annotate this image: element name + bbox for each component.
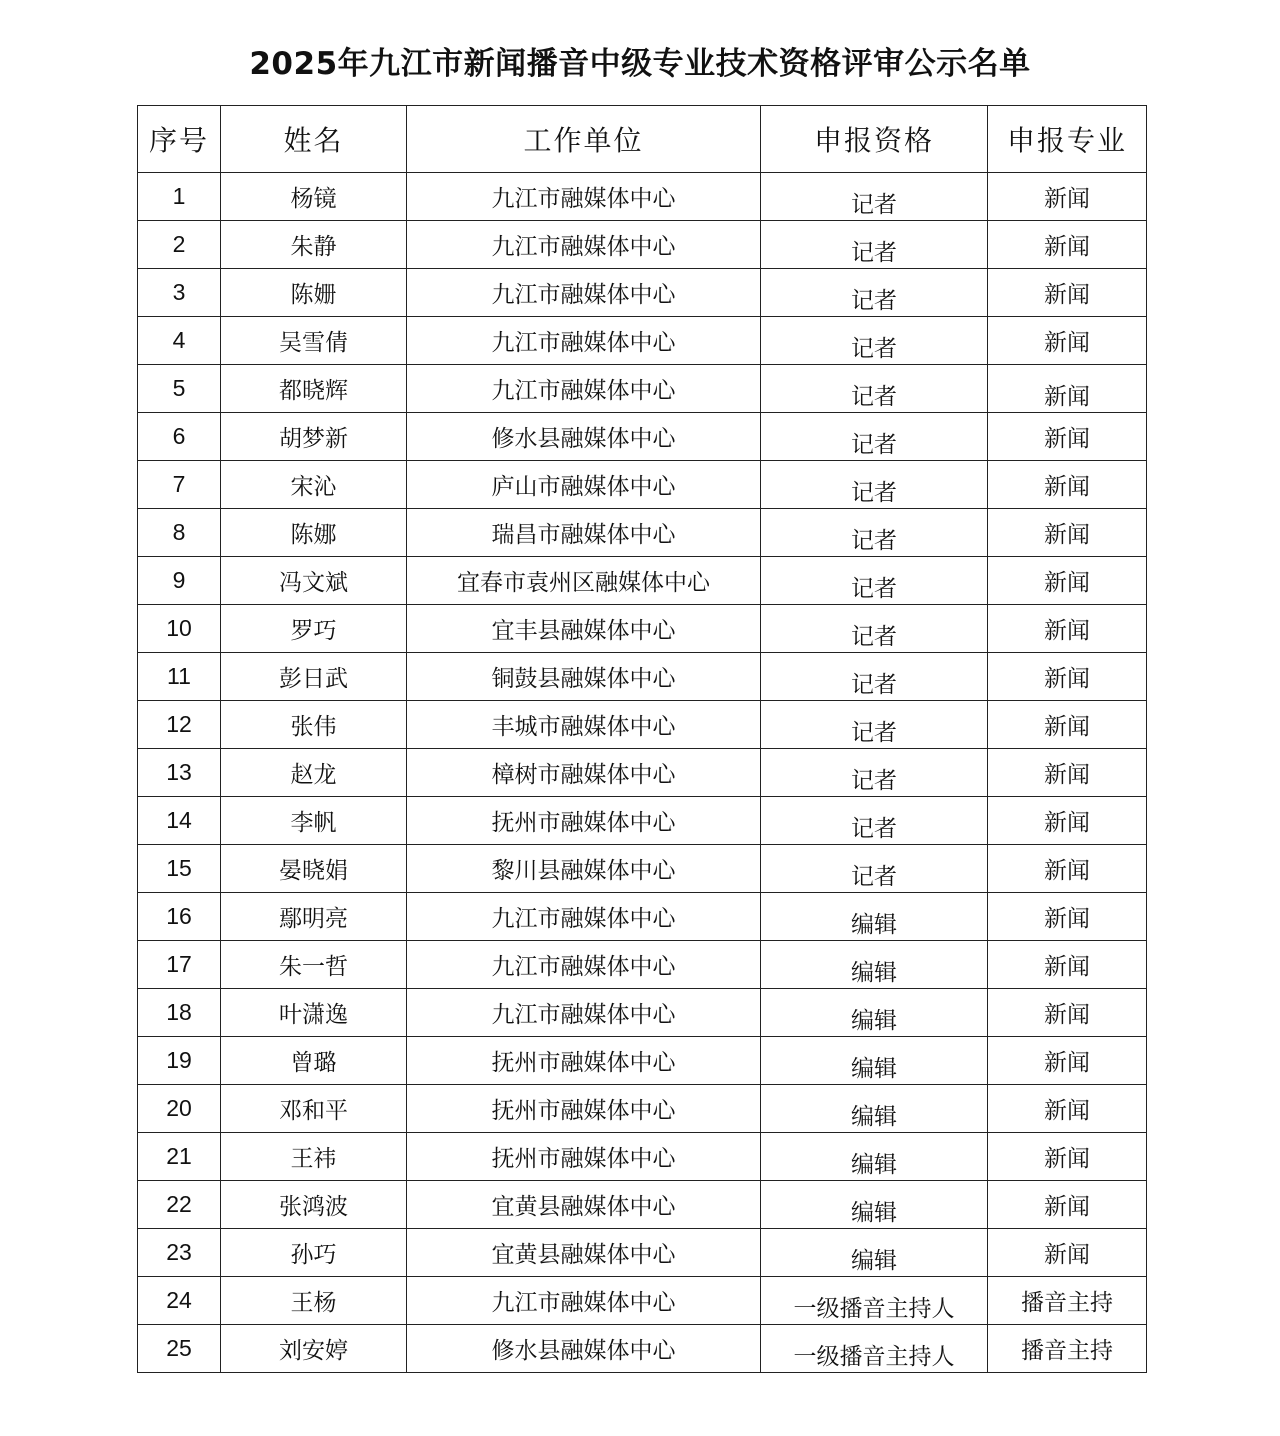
- row-index-cell: [138, 317, 221, 365]
- row-name-cell-text: 鄢明亮: [279, 906, 348, 932]
- row-qualification-cell: [761, 1229, 988, 1277]
- row-qualification-cell: [761, 653, 988, 701]
- row-qualification-cell-text: 编辑: [851, 1152, 897, 1178]
- row-unit-cell-text: 九江市融媒体中心: [491, 330, 676, 356]
- table-row: [138, 653, 1147, 701]
- row-name-cell-text: 晏晓娟: [279, 858, 348, 884]
- row-qualification-cell: [761, 1085, 988, 1133]
- row-major-cell-text: 新闻: [1044, 1050, 1090, 1076]
- table-row: [138, 1037, 1147, 1085]
- row-major-cell: [988, 605, 1147, 653]
- row-name-cell-text: 叶潇逸: [279, 1002, 348, 1028]
- row-index-cell-text: 8: [172, 519, 186, 545]
- row-unit-cell-text: 抚州市融媒体中心: [491, 1050, 676, 1076]
- table-body: [138, 173, 1147, 1373]
- row-qualification-cell-text: 记者: [851, 768, 897, 794]
- row-major-cell-text: 播音主持: [1021, 1290, 1113, 1316]
- row-name-cell: [221, 653, 407, 701]
- row-major-cell: [988, 1085, 1147, 1133]
- row-qualification-cell: [761, 1133, 988, 1181]
- header-unit: 工作单位: [407, 106, 761, 173]
- row-unit-cell: [407, 413, 761, 461]
- row-major-cell: [988, 1037, 1147, 1085]
- table-row: [138, 269, 1147, 317]
- row-unit-cell: [407, 1277, 761, 1325]
- table-row: [138, 1325, 1147, 1373]
- row-unit-cell: [407, 1181, 761, 1229]
- table-row: [138, 797, 1147, 845]
- row-name-cell: [221, 509, 407, 557]
- row-name-cell: [221, 221, 407, 269]
- row-major-cell-text: 新闻: [1044, 330, 1090, 356]
- row-unit-cell: [407, 653, 761, 701]
- row-name-cell-text: 朱静: [290, 234, 337, 260]
- row-index-cell-text: 14: [166, 807, 192, 833]
- row-index-cell: [138, 1133, 221, 1181]
- row-qualification-cell: [761, 317, 988, 365]
- table-row: [138, 701, 1147, 749]
- row-name-cell-text: 孙巧: [290, 1242, 337, 1268]
- row-unit-cell-text: 九江市融媒体中心: [491, 1002, 676, 1028]
- row-name-cell-text: 张鸿波: [279, 1194, 348, 1220]
- row-qualification-cell-text: 记者: [851, 288, 897, 314]
- row-unit-cell: [407, 221, 761, 269]
- row-major-cell: [988, 557, 1147, 605]
- row-major-cell: [988, 893, 1147, 941]
- row-major-cell-text: 新闻: [1044, 234, 1090, 260]
- row-unit-cell: [407, 941, 761, 989]
- row-index-cell-text: 10: [166, 615, 192, 641]
- row-qualification-cell-text: 编辑: [851, 1056, 897, 1082]
- row-index-cell: [138, 605, 221, 653]
- row-index-cell: [138, 557, 221, 605]
- row-index-cell: [138, 269, 221, 317]
- row-index-cell-text: 7: [172, 471, 186, 497]
- row-major-cell: [988, 653, 1147, 701]
- row-qualification-cell-text: 记者: [851, 624, 897, 650]
- row-unit-cell-text: 九江市融媒体中心: [491, 906, 676, 932]
- table-row: [138, 1229, 1147, 1277]
- row-index-cell-text: 1: [172, 183, 186, 209]
- row-unit-cell-text: 九江市融媒体中心: [491, 1290, 676, 1316]
- row-name-cell: [221, 1085, 407, 1133]
- row-name-cell-text: 王杨: [290, 1290, 337, 1316]
- row-major-cell: [988, 989, 1147, 1037]
- row-unit-cell-text: 抚州市融媒体中心: [491, 810, 676, 836]
- row-major-cell-text: 新闻: [1044, 1194, 1090, 1220]
- row-index-cell: [138, 173, 221, 221]
- row-index-cell: [138, 653, 221, 701]
- row-name-cell-text: 赵龙: [290, 762, 337, 788]
- row-qualification-cell-text: 编辑: [851, 1248, 897, 1274]
- row-unit-cell: [407, 1085, 761, 1133]
- row-major-cell: [988, 317, 1147, 365]
- row-unit-cell: [407, 749, 761, 797]
- row-unit-cell-text: 九江市融媒体中心: [491, 282, 676, 308]
- row-name-cell-text: 李帆: [290, 810, 337, 836]
- row-qualification-cell: [761, 797, 988, 845]
- row-unit-cell-text: 九江市融媒体中心: [491, 954, 676, 980]
- row-name-cell: [221, 701, 407, 749]
- row-qualification-cell-text: 记者: [851, 720, 897, 746]
- row-unit-cell: [407, 509, 761, 557]
- row-name-cell-text: 都晓辉: [279, 378, 348, 404]
- row-unit-cell-text: 樟树市融媒体中心: [491, 762, 676, 788]
- row-qualification-cell-text: 记者: [851, 672, 897, 698]
- row-qualification-cell-text: 记者: [851, 864, 897, 890]
- table-row: [138, 461, 1147, 509]
- document-title: 2025年九江市新闻播音中级专业技术资格评审公示名单: [249, 46, 1031, 82]
- row-qualification-cell: [761, 173, 988, 221]
- row-unit-cell-text: 庐山市融媒体中心: [491, 474, 676, 500]
- row-major-cell-text: 新闻: [1044, 522, 1090, 548]
- table-row: [138, 989, 1147, 1037]
- row-major-cell-text: 新闻: [1044, 618, 1090, 644]
- row-qualification-cell-text: 编辑: [851, 1008, 897, 1034]
- row-name-cell-text: 刘安婷: [279, 1338, 348, 1364]
- row-index-cell: [138, 989, 221, 1037]
- row-unit-cell: [407, 557, 761, 605]
- row-index-cell-text: 3: [172, 279, 186, 305]
- row-index-cell: [138, 1277, 221, 1325]
- row-major-cell-text: 新闻: [1044, 1146, 1090, 1172]
- row-major-cell-text: 新闻: [1044, 384, 1090, 410]
- row-qualification-cell: [761, 365, 988, 413]
- row-unit-cell: [407, 845, 761, 893]
- row-major-cell: [988, 509, 1147, 557]
- row-unit-cell: [407, 365, 761, 413]
- row-index-cell-text: 24: [166, 1287, 192, 1313]
- row-qualification-cell: [761, 845, 988, 893]
- row-qualification-cell: [761, 1325, 988, 1373]
- row-unit-cell-text: 瑞昌市融媒体中心: [491, 522, 676, 548]
- row-name-cell-text: 张伟: [290, 714, 337, 740]
- row-index-cell: [138, 749, 221, 797]
- row-major-cell: [988, 1277, 1147, 1325]
- row-name-cell: [221, 845, 407, 893]
- row-major-cell-text: 新闻: [1044, 666, 1090, 692]
- row-major-cell: [988, 365, 1147, 413]
- row-index-cell: [138, 509, 221, 557]
- row-qualification-cell: [761, 461, 988, 509]
- row-name-cell: [221, 173, 407, 221]
- row-major-cell: [988, 941, 1147, 989]
- row-unit-cell-text: 丰城市融媒体中心: [491, 714, 676, 740]
- row-index-cell-text: 21: [166, 1143, 192, 1169]
- roster-table: [137, 105, 1147, 1373]
- row-name-cell-text: 曾璐: [290, 1050, 337, 1076]
- row-major-cell-text: 新闻: [1044, 282, 1090, 308]
- row-major-cell: [988, 845, 1147, 893]
- table-row: [138, 173, 1147, 221]
- row-name-cell: [221, 1325, 407, 1373]
- row-qualification-cell: [761, 1277, 988, 1325]
- row-qualification-cell-text: 编辑: [851, 1104, 897, 1130]
- row-unit-cell: [407, 1229, 761, 1277]
- row-major-cell: [988, 413, 1147, 461]
- row-qualification-cell-text: 一级播音主持人: [793, 1296, 955, 1322]
- row-unit-cell: [407, 1133, 761, 1181]
- row-qualification-cell: [761, 557, 988, 605]
- row-qualification-cell: [761, 269, 988, 317]
- header-name: 姓名: [221, 106, 407, 173]
- row-unit-cell: [407, 797, 761, 845]
- row-index-cell-text: 15: [166, 855, 192, 881]
- row-index-cell-text: 19: [166, 1047, 192, 1073]
- row-index-cell-text: 5: [172, 375, 186, 401]
- row-qualification-cell: [761, 701, 988, 749]
- row-qualification-cell-text: 记者: [851, 240, 897, 266]
- row-major-cell-text: 新闻: [1044, 954, 1090, 980]
- row-qualification-cell-text: 记者: [851, 432, 897, 458]
- row-qualification-cell: [761, 749, 988, 797]
- row-qualification-cell-text: 记者: [851, 576, 897, 602]
- row-index-cell-text: 22: [166, 1191, 192, 1217]
- row-qualification-cell: [761, 221, 988, 269]
- row-name-cell-text: 陈姗: [290, 282, 337, 308]
- row-qualification-cell-text: 记者: [851, 192, 897, 218]
- row-name-cell-text: 王祎: [290, 1146, 337, 1172]
- table-row: [138, 317, 1147, 365]
- table-row: [138, 845, 1147, 893]
- row-index-cell-text: 20: [166, 1095, 192, 1121]
- row-name-cell-text: 吴雪倩: [279, 330, 348, 356]
- row-index-cell: [138, 461, 221, 509]
- row-index-cell: [138, 221, 221, 269]
- row-name-cell: [221, 269, 407, 317]
- row-major-cell: [988, 461, 1147, 509]
- row-unit-cell: [407, 893, 761, 941]
- row-name-cell-text: 陈娜: [290, 522, 337, 548]
- row-name-cell: [221, 365, 407, 413]
- table-header-row: [138, 106, 1147, 173]
- row-unit-cell: [407, 1325, 761, 1373]
- row-qualification-cell-text: 记者: [851, 528, 897, 554]
- row-unit-cell: [407, 461, 761, 509]
- header-qualification: 申报资格: [761, 106, 988, 173]
- row-qualification-cell: [761, 413, 988, 461]
- row-qualification-cell-text: 记者: [851, 480, 897, 506]
- row-index-cell: [138, 1181, 221, 1229]
- row-index-cell-text: 12: [166, 711, 192, 737]
- row-major-cell-text: 新闻: [1044, 1098, 1090, 1124]
- table-row: [138, 509, 1147, 557]
- row-index-cell: [138, 1229, 221, 1277]
- table-row: [138, 941, 1147, 989]
- row-major-cell-text: 播音主持: [1021, 1338, 1113, 1364]
- table-row: [138, 1181, 1147, 1229]
- row-name-cell-text: 胡梦新: [279, 426, 348, 452]
- row-name-cell: [221, 941, 407, 989]
- row-qualification-cell-text: 记者: [851, 816, 897, 842]
- row-major-cell-text: 新闻: [1044, 858, 1090, 884]
- row-index-cell: [138, 1325, 221, 1373]
- row-unit-cell-text: 宜黄县融媒体中心: [491, 1242, 676, 1268]
- row-unit-cell: [407, 173, 761, 221]
- row-index-cell: [138, 365, 221, 413]
- row-unit-cell-text: 九江市融媒体中心: [491, 378, 676, 404]
- row-unit-cell: [407, 605, 761, 653]
- header-major: 申报专业: [988, 106, 1147, 173]
- row-unit-cell: [407, 269, 761, 317]
- row-unit-cell-text: 黎川县融媒体中心: [491, 858, 676, 884]
- row-name-cell-text: 罗巧: [290, 618, 337, 644]
- row-name-cell-text: 朱一哲: [279, 954, 348, 980]
- row-name-cell: [221, 1133, 407, 1181]
- row-qualification-cell: [761, 989, 988, 1037]
- row-unit-cell-text: 铜鼓县融媒体中心: [491, 666, 676, 692]
- row-qualification-cell-text: 编辑: [851, 912, 897, 938]
- row-index-cell-text: 13: [166, 759, 192, 785]
- row-major-cell: [988, 1325, 1147, 1373]
- row-index-cell: [138, 701, 221, 749]
- row-unit-cell-text: 抚州市融媒体中心: [491, 1146, 676, 1172]
- row-major-cell-text: 新闻: [1044, 426, 1090, 452]
- table-row: [138, 1133, 1147, 1181]
- row-major-cell: [988, 1181, 1147, 1229]
- row-index-cell-text: 2: [172, 231, 186, 257]
- row-unit-cell: [407, 317, 761, 365]
- row-name-cell-text: 杨镜: [290, 186, 337, 212]
- row-major-cell-text: 新闻: [1044, 186, 1090, 212]
- row-index-cell-text: 25: [166, 1335, 192, 1361]
- row-major-cell-text: 新闻: [1044, 714, 1090, 740]
- row-name-cell: [221, 749, 407, 797]
- row-index-cell: [138, 1085, 221, 1133]
- row-name-cell: [221, 1277, 407, 1325]
- row-index-cell-text: 6: [172, 423, 186, 449]
- header-index: 序号: [138, 106, 221, 173]
- table-row: [138, 413, 1147, 461]
- row-major-cell: [988, 173, 1147, 221]
- row-name-cell: [221, 1229, 407, 1277]
- row-unit-cell-text: 宜春市袁州区融媒体中心: [457, 570, 710, 596]
- row-qualification-cell: [761, 509, 988, 557]
- row-major-cell: [988, 221, 1147, 269]
- row-unit-cell: [407, 1037, 761, 1085]
- row-major-cell-text: 新闻: [1044, 810, 1090, 836]
- table-row: [138, 893, 1147, 941]
- row-unit-cell-text: 宜丰县融媒体中心: [491, 618, 676, 644]
- row-qualification-cell-text: 一级播音主持人: [793, 1344, 955, 1370]
- row-major-cell: [988, 797, 1147, 845]
- row-unit-cell-text: 九江市融媒体中心: [491, 234, 676, 260]
- row-major-cell: [988, 1133, 1147, 1181]
- row-name-cell: [221, 893, 407, 941]
- table-row: [138, 221, 1147, 269]
- row-qualification-cell-text: 编辑: [851, 1200, 897, 1226]
- row-name-cell: [221, 797, 407, 845]
- row-unit-cell-text: 修水县融媒体中心: [491, 426, 676, 452]
- row-index-cell: [138, 845, 221, 893]
- table-row: [138, 749, 1147, 797]
- row-name-cell: [221, 413, 407, 461]
- row-qualification-cell: [761, 893, 988, 941]
- row-index-cell: [138, 413, 221, 461]
- row-qualification-cell: [761, 605, 988, 653]
- row-name-cell: [221, 989, 407, 1037]
- row-index-cell-text: 18: [166, 999, 192, 1025]
- row-name-cell: [221, 1037, 407, 1085]
- row-qualification-cell: [761, 941, 988, 989]
- row-major-cell-text: 新闻: [1044, 570, 1090, 596]
- row-unit-cell-text: 宜黄县融媒体中心: [491, 1194, 676, 1220]
- row-major-cell: [988, 749, 1147, 797]
- row-name-cell-text: 宋沁: [290, 474, 337, 500]
- row-major-cell-text: 新闻: [1044, 1002, 1090, 1028]
- row-qualification-cell-text: 编辑: [851, 960, 897, 986]
- row-unit-cell-text: 抚州市融媒体中心: [491, 1098, 676, 1124]
- row-index-cell-text: 16: [166, 903, 192, 929]
- row-unit-cell: [407, 701, 761, 749]
- row-major-cell: [988, 269, 1147, 317]
- table-row: [138, 1277, 1147, 1325]
- row-qualification-cell-text: 记者: [851, 384, 897, 410]
- row-name-cell: [221, 557, 407, 605]
- row-major-cell: [988, 1229, 1147, 1277]
- row-name-cell-text: 彭日武: [279, 666, 348, 692]
- row-index-cell-text: 9: [172, 567, 186, 593]
- row-name-cell-text: 邓和平: [279, 1098, 348, 1124]
- row-index-cell-text: 11: [167, 663, 191, 689]
- row-unit-cell-text: 九江市融媒体中心: [491, 186, 676, 212]
- row-name-cell: [221, 317, 407, 365]
- row-qualification-cell: [761, 1181, 988, 1229]
- row-major-cell-text: 新闻: [1044, 1242, 1090, 1268]
- table-row: [138, 605, 1147, 653]
- row-major-cell-text: 新闻: [1044, 762, 1090, 788]
- row-unit-cell: [407, 989, 761, 1037]
- row-major-cell: [988, 701, 1147, 749]
- table-row: [138, 1085, 1147, 1133]
- row-name-cell: [221, 1181, 407, 1229]
- row-index-cell: [138, 941, 221, 989]
- table-row: [138, 557, 1147, 605]
- row-major-cell-text: 新闻: [1044, 906, 1090, 932]
- row-index-cell-text: 23: [166, 1239, 192, 1265]
- table-row: [138, 365, 1147, 413]
- row-qualification-cell-text: 记者: [851, 336, 897, 362]
- row-name-cell: [221, 461, 407, 509]
- row-index-cell: [138, 1037, 221, 1085]
- row-index-cell-text: 17: [166, 951, 192, 977]
- row-index-cell-text: 4: [172, 327, 186, 353]
- row-unit-cell-text: 修水县融媒体中心: [491, 1338, 676, 1364]
- row-name-cell: [221, 605, 407, 653]
- row-index-cell: [138, 893, 221, 941]
- row-index-cell: [138, 797, 221, 845]
- row-major-cell-text: 新闻: [1044, 474, 1090, 500]
- row-qualification-cell: [761, 1037, 988, 1085]
- row-name-cell-text: 冯文斌: [279, 570, 348, 596]
